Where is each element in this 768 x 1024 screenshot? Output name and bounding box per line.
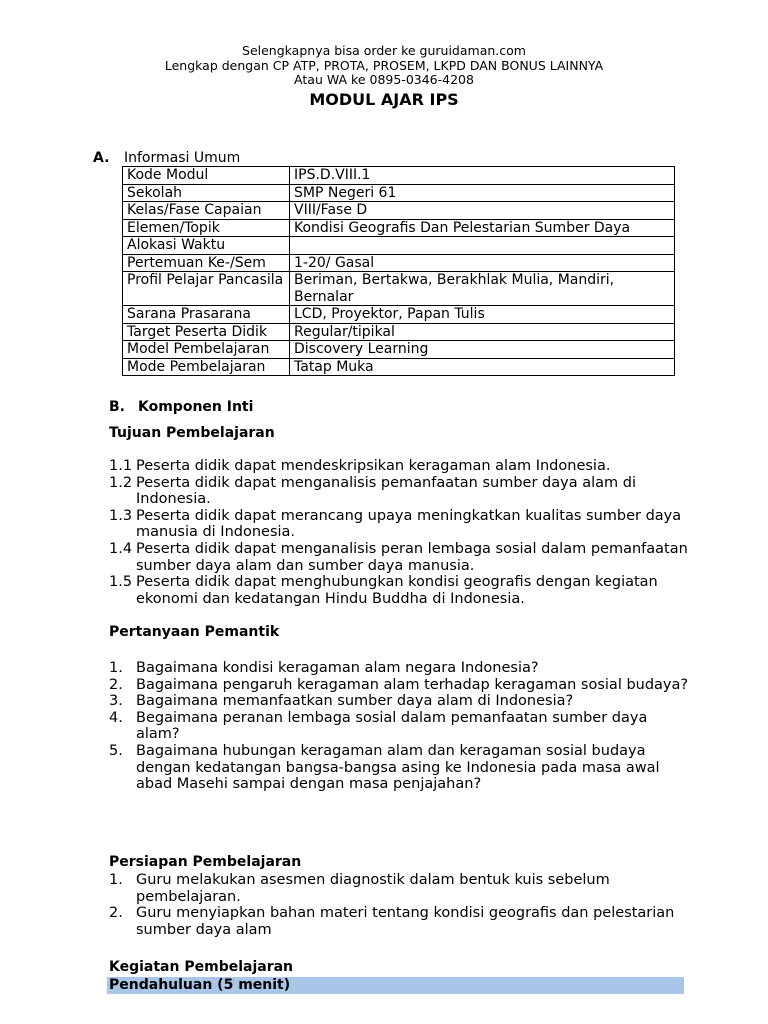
info-value: 1-20/ Gasal <box>290 254 675 272</box>
list-number: 2. <box>109 676 123 693</box>
list-text: Bagaimana hubungan keragaman alam dan keragaman sosial budaya dengan kedatangan bangsa-bangsa asing ke Indonesia pada masa awal abad Masehi sampai dengan masa penjajahan? <box>136 742 660 793</box>
section-a-letter: A. <box>93 150 110 166</box>
info-value: Tatap Muka <box>290 358 675 376</box>
info-row <box>123 306 675 324</box>
list-number: 4. <box>109 709 123 726</box>
document-title: MODUL AJAR IPS <box>309 90 459 109</box>
persiapan-heading: Persiapan Pembelajaran <box>109 854 302 870</box>
list-number: 1.3 <box>109 507 133 524</box>
section-b-heading <box>109 399 253 415</box>
list-text: Guru melakukan asesmen diagnostik dalam bentuk kuis sebelum pembelajaran. <box>136 872 610 905</box>
info-value: Beriman, Bertakwa, Berakhlak Mulia, Mandiri, Bernalar <box>290 272 675 306</box>
list-number: 2. <box>109 905 123 922</box>
list-text: Bagaimana kondisi keragaman alam negara Indonesia? <box>136 660 539 676</box>
tujuan-item <box>109 475 689 508</box>
list-text: Bagaimana pengaruh keragaman alam terhadap keragaman sosial budaya? <box>136 676 689 693</box>
info-row <box>123 184 675 202</box>
info-value: Discovery Learning <box>290 341 675 359</box>
list-number: 1.4 <box>109 540 133 557</box>
info-key: Pertemuan Ke-/Sem <box>123 254 290 272</box>
info-row <box>123 202 675 220</box>
list-text: Peserta didik dapat menghubungkan kondisi geografis dengan kegiatan ekonomi dan kedatangan Hindu Buddha di Indonesia. <box>136 574 658 607</box>
promo-line-1: Selengkapnya bisa order ke guruidaman.com <box>242 43 526 58</box>
persiapan-item <box>109 905 689 938</box>
list-number: 1.5 <box>109 574 133 591</box>
list-number: 1.1 <box>109 458 133 474</box>
list-text: Bagaimana memanfaatkan sumber daya alam di Indonesia? <box>136 693 574 710</box>
list-number: 1. <box>109 660 123 676</box>
info-row <box>123 167 675 185</box>
info-value: Regular/tipikal <box>290 323 675 341</box>
info-row <box>123 272 675 306</box>
pemantik-heading: Pertanyaan Pemantik <box>109 624 280 640</box>
info-key: Sarana Prasarana <box>123 306 290 324</box>
pemantik-item <box>109 710 689 743</box>
info-row <box>123 323 675 341</box>
info-key: Kode Modul <box>123 167 290 185</box>
tujuan-heading: Tujuan Pembelajaran <box>109 425 275 441</box>
list-text: Guru menyiapkan bahan materi tentang kondisi geografis dan pelestarian sumber daya alam <box>136 905 675 938</box>
info-value: VIII/Fase D <box>290 202 675 220</box>
info-value: LCD, Proyektor, Papan Tulis <box>290 306 675 324</box>
info-row <box>123 219 675 237</box>
tujuan-item <box>109 508 689 541</box>
pemantik-item <box>109 693 689 710</box>
info-key: Kelas/Fase Capaian <box>123 202 290 220</box>
list-number: 5. <box>109 742 123 759</box>
section-b-title: Komponen Inti <box>138 399 254 415</box>
persiapan-item <box>109 872 689 905</box>
info-key: Profil Pelajar Pancasila <box>123 272 290 306</box>
pemantik-item <box>109 660 689 677</box>
tujuan-item <box>109 574 689 607</box>
info-key: Mode Pembelajaran <box>123 358 290 376</box>
kegiatan-heading: Kegiatan Pembelajaran <box>109 959 294 975</box>
info-key: Sekolah <box>123 184 290 202</box>
list-text: Peserta didik dapat menganalisis peran lembaga sosial dalam pemanfaatan sumber daya alam dan sumber daya manusia. <box>136 540 688 574</box>
info-value: Kondisi Geografis Dan Pelestarian Sumber Daya <box>290 219 675 237</box>
promo-line-2: Lengkap dengan CP ATP, PROTA, PROSEM, LKPD DAN BONUS LAINNYA <box>164 58 604 73</box>
tujuan-item <box>109 458 689 475</box>
section-b-letter: B. <box>109 399 125 415</box>
info-key: Model Pembelajaran <box>123 341 290 359</box>
info-row <box>123 237 675 255</box>
list-text: Peserta didik dapat mendeskripsikan keragaman alam Indonesia. <box>136 458 611 474</box>
info-row <box>123 254 675 272</box>
list-text: Peserta didik dapat merancang upaya meningkatkan kualitas sumber daya manusia di Indonesia. <box>136 507 682 541</box>
info-row <box>123 341 675 359</box>
section-a-title: Informasi Umum <box>124 150 241 166</box>
info-key: Alokasi Waktu <box>123 237 290 255</box>
tujuan-list <box>109 458 689 607</box>
pemantik-item <box>109 743 689 793</box>
list-number: 3. <box>109 693 123 710</box>
pemantik-item <box>109 677 689 694</box>
promo-line-3: Atau WA ke 0895-0346-4208 <box>294 72 474 87</box>
tujuan-item <box>109 541 689 574</box>
list-text: Begaimana peranan lembaga sosial dalam pemanfaatan sumber daya alam? <box>136 709 648 743</box>
section-a-heading <box>93 150 240 166</box>
persiapan-list <box>109 872 689 938</box>
list-text: Peserta didik dapat menganalisis pemanfaatan sumber daya alam di Indonesia. <box>136 474 636 508</box>
info-key: Target Peserta Didik <box>123 323 290 341</box>
info-table <box>122 166 675 376</box>
pendahuluan-bar: Pendahuluan (5 menit) <box>107 977 684 994</box>
info-value: IPS.D.VIII.1 <box>290 167 675 185</box>
list-number: 1. <box>109 872 123 888</box>
info-row <box>123 358 675 376</box>
pemantik-list <box>109 660 689 793</box>
list-number: 1.2 <box>109 474 133 491</box>
info-value <box>290 237 675 255</box>
info-key: Elemen/Topik <box>123 219 290 237</box>
info-value: SMP Negeri 61 <box>290 184 675 202</box>
